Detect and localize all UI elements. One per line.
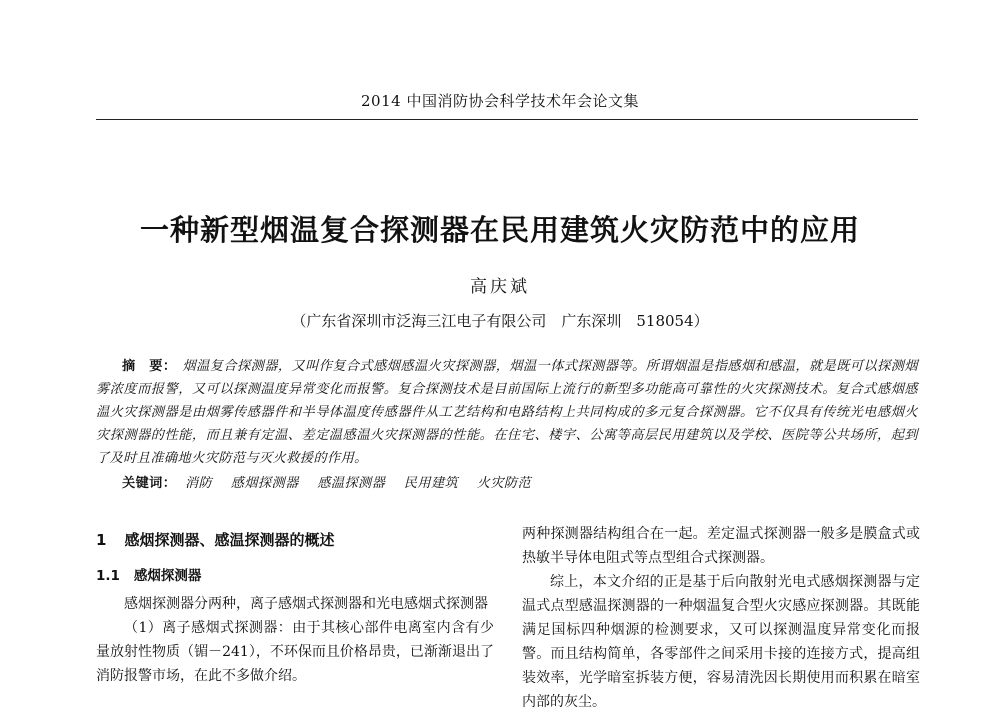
body-paragraph: 两种探测器结构组合在一起。差定温式探测器一般多是膜盒式或热敏半导体电阻式等点型组合式探测器。 <box>522 526 920 566</box>
body-paragraph: 综上，本文介绍的正是基于后向散射光电式感烟探测器与定温式点型感温探测器的一种烟温复合型火灾感应探测器。其既能满足国标四种烟源的检测要求，又可以探测温度异常变化而报警。而且结构简单，各零部件之间采用卡接的连接方式，提高组装效率，光学暗室拆装方便，容易清洗因长期使用而积累在暗室内部的灰尘。 <box>522 574 920 710</box>
keyword: 感烟探测器 <box>230 476 299 491</box>
keyword: 民用建筑 <box>403 476 459 491</box>
paper-title: 一种新型烟温复合探测器在民用建筑火灾防范中的应用 <box>139 213 860 247</box>
abstract-label: 摘 要： <box>122 359 177 374</box>
keyword: 消防 <box>184 476 213 491</box>
running-head: 2014 中国消防协会科学技术年会论文集 <box>361 92 639 110</box>
keyword: 火灾防范 <box>476 476 532 491</box>
section-number: 1 <box>96 531 107 549</box>
subsection-heading <box>96 564 494 588</box>
subsection-title: 感烟探测器 <box>133 568 202 584</box>
section-title: 感烟探测器、感温探测器的概述 <box>124 531 335 549</box>
author-affiliation: （广东省深圳市泛海三江电子有限公司 广东深圳 518054） <box>291 312 709 330</box>
right-column <box>522 522 920 714</box>
header-rule <box>96 119 918 120</box>
abstract-text: 烟温复合探测器，又叫作复合式感烟感温火灾探测器，烟温一体式探测器等。所谓烟温是指感烟和感温，就是既可以探测烟雾浓度而报警，又可以探测温度异常变化而报警。复合探测技术是目前国际上流行的新型多功能高可靠性的火灾探测技术。复合式感烟感温火灾探测器是由烟雾传感器件和半导体温度传感器件从工艺结构和电路结构上共同构成的多元复合探测器。它不仅具有传统光电感烟火灾探测器的性能，而且兼有定温、差定温感温火灾探测器的性能。在住宅、楼宇、公寓等高层民用建筑以及学校、医院等公共场所，起到了及时且准确地火灾防范与灭火救援的作用。 <box>96 359 918 466</box>
abstract <box>96 355 918 470</box>
keyword: 感温探测器 <box>317 476 386 491</box>
subsection-number: 1.1 <box>96 568 120 584</box>
body-paragraph: （1）离子感烟式探测器：由于其核心部件电离室内含有少量放射性物质（镅－241），不环保而且价格昂贵，已渐渐退出了消防报警市场，在此不多做介绍。 <box>96 620 494 684</box>
paper-author: 高庆斌 <box>470 277 530 297</box>
section-heading <box>96 528 494 552</box>
keywords-label: 关键词： <box>122 476 177 491</box>
left-column <box>96 522 494 688</box>
keywords <box>122 472 545 491</box>
body-paragraph: 感烟探测器分两种，离子感烟式探测器和光电感烟式探测器 <box>124 596 488 612</box>
